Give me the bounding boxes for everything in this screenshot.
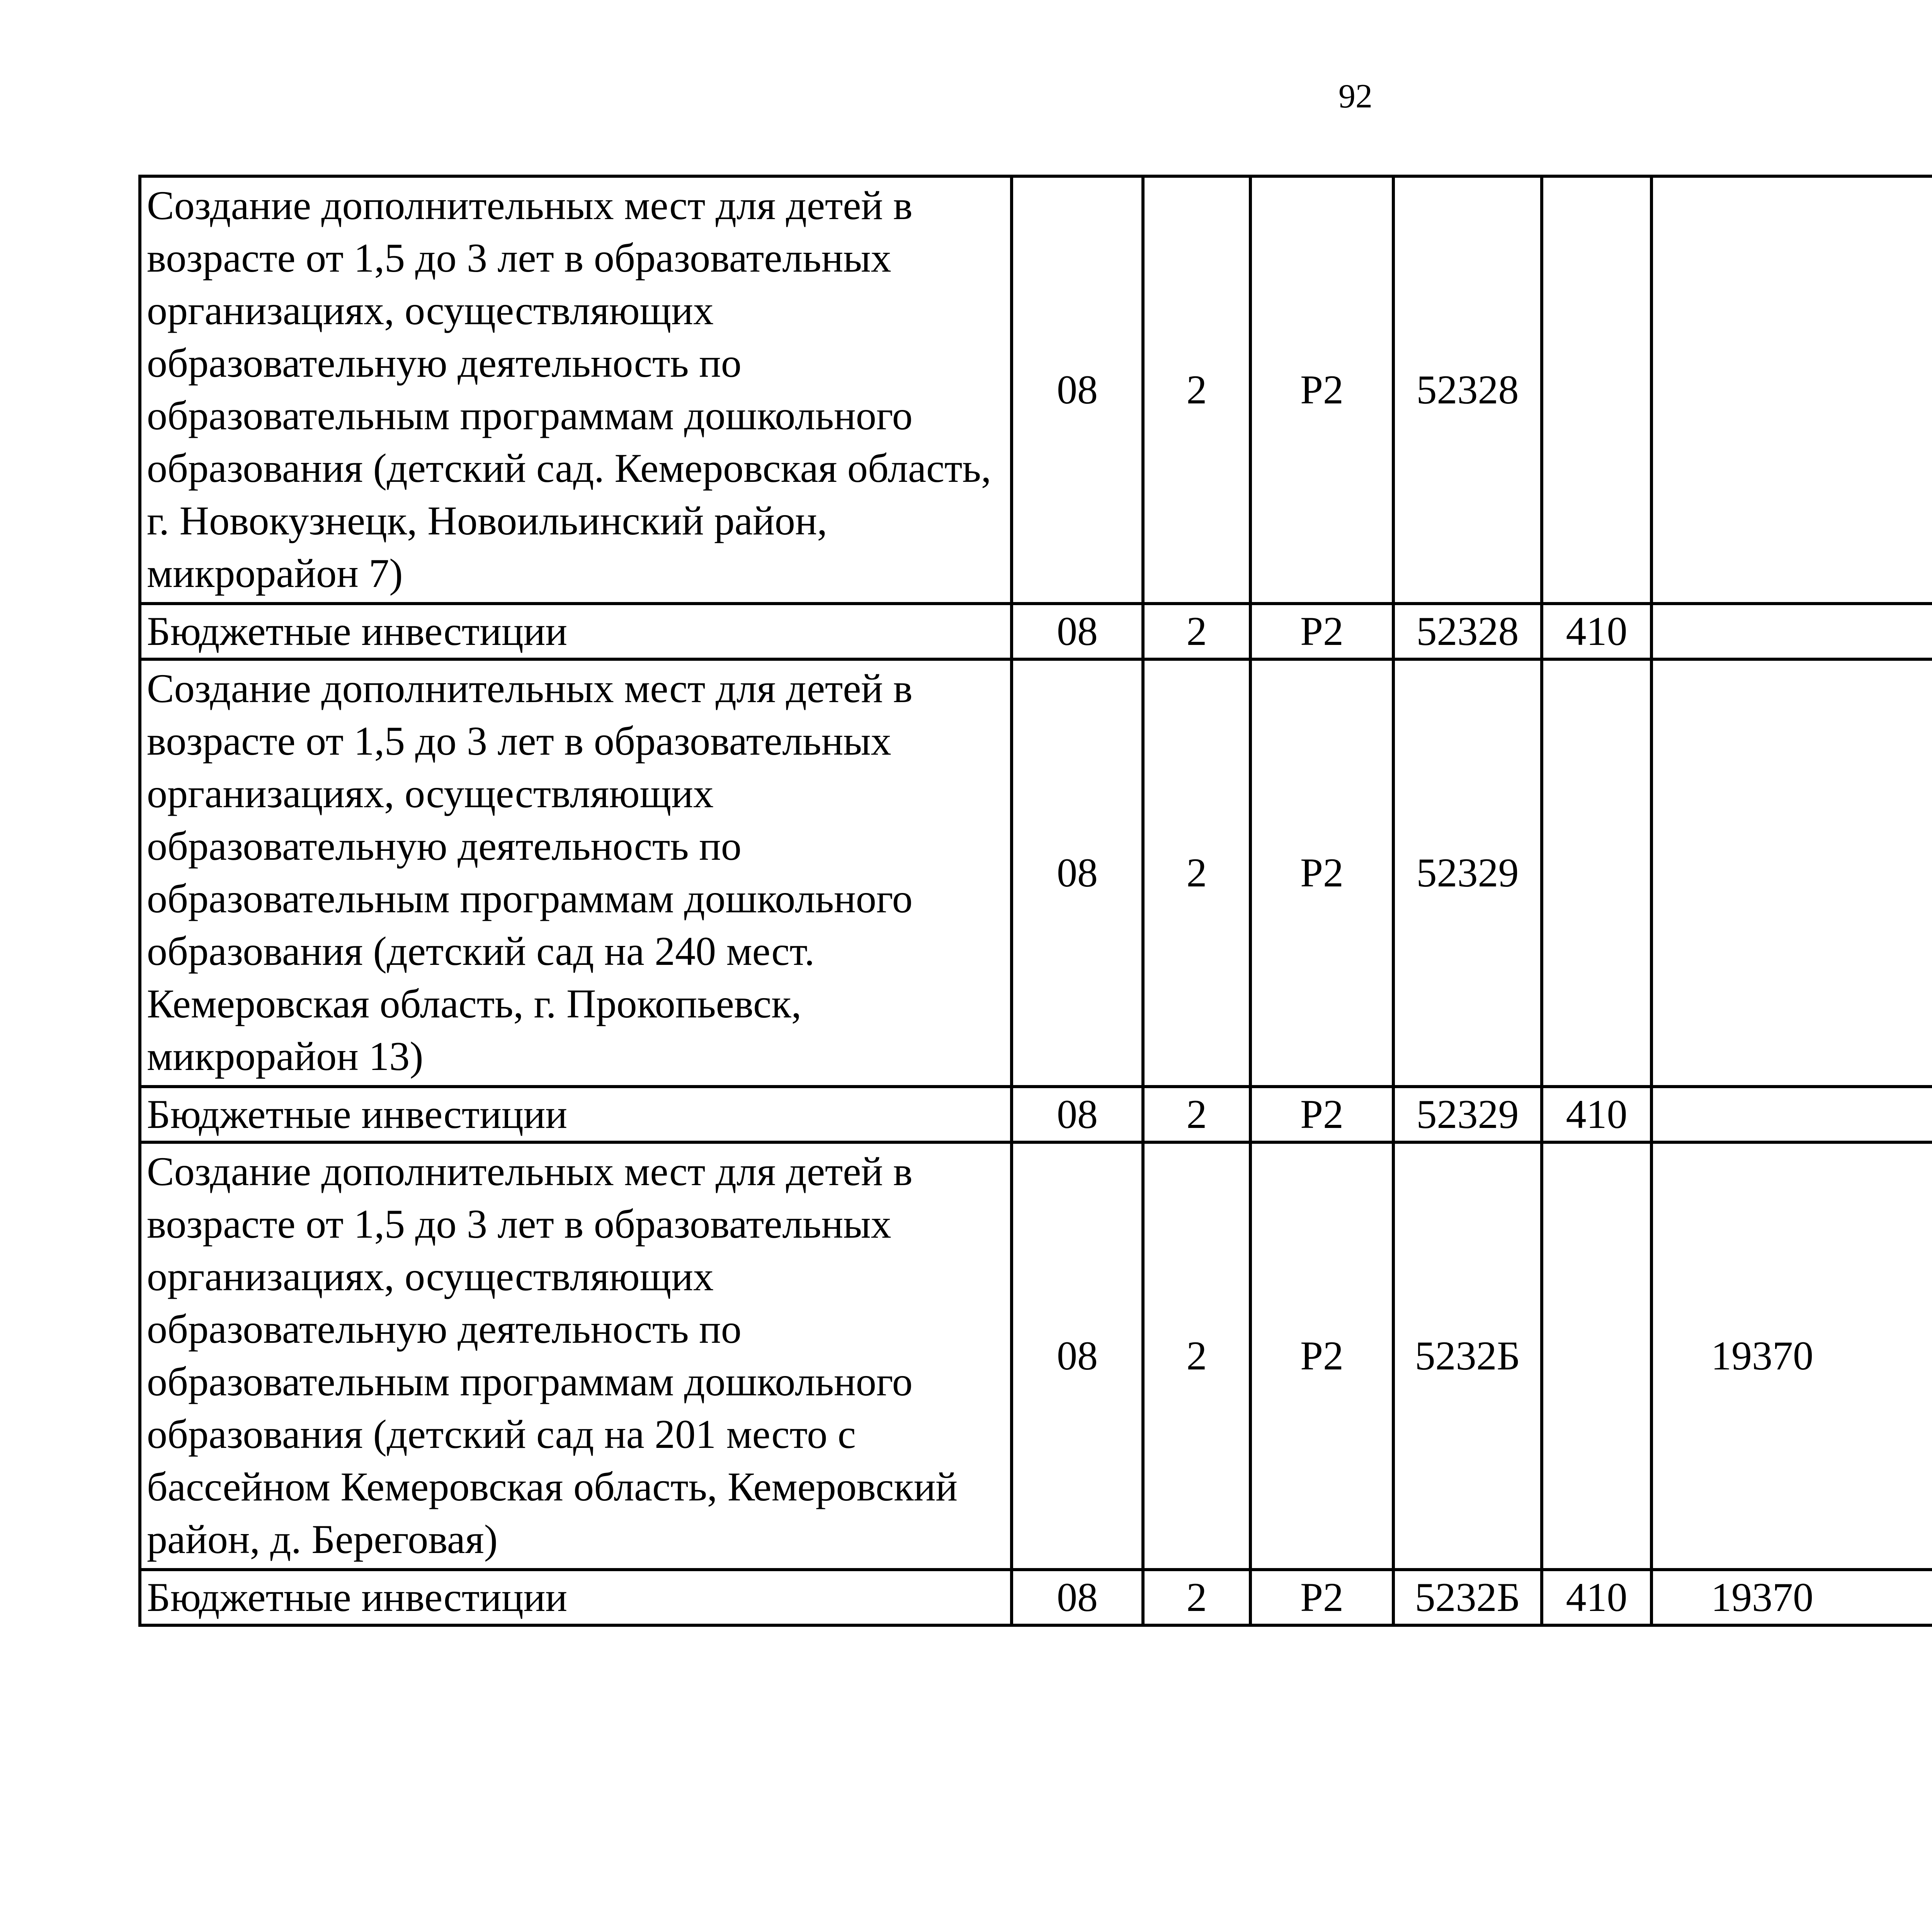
section-code: 08 (1012, 1570, 1143, 1625)
section-code: 08 (1012, 604, 1143, 659)
direction-code: 52329 (1393, 659, 1542, 1087)
amount-col-1 (1651, 604, 1932, 659)
table-row (140, 176, 1932, 604)
expense-type-code: 410 (1542, 1087, 1651, 1142)
row-name: Создание дополнительных мест для детей в возрасте от 1,5 до 3 лет в образовательных организациях, осуществляющих образовательную деятельность по образовательным программам дошкольного образования (детский сад на 240 мест. Кемеровская область, г. Прокопьевск, микрорайон 13) (140, 659, 1012, 1087)
table-row (140, 1142, 1932, 1570)
page-number: 92 (1338, 78, 1372, 115)
program-code: Р2 (1250, 1570, 1393, 1625)
subsection-code: 2 (1143, 659, 1250, 1087)
direction-code: 52328 (1393, 604, 1542, 659)
row-name: Бюджетные инвестиции (140, 1570, 1012, 1625)
program-code: Р2 (1250, 659, 1393, 1087)
expense-type-code (1542, 1142, 1651, 1570)
program-code: Р2 (1250, 1142, 1393, 1570)
direction-code: 5232Б (1393, 1570, 1542, 1625)
direction-code: 52329 (1393, 1087, 1542, 1142)
budget-table (138, 175, 1932, 1627)
direction-code: 52328 (1393, 176, 1542, 604)
table-row (140, 604, 1932, 659)
table-row (140, 659, 1932, 1087)
program-code: Р2 (1250, 1087, 1393, 1142)
amount-col-1 (1651, 176, 1932, 604)
subsection-code: 2 (1143, 1142, 1250, 1570)
expense-type-code: 410 (1542, 604, 1651, 659)
row-name: Создание дополнительных мест для детей в возрасте от 1,5 до 3 лет в образовательных организациях, осуществляющих образовательную деятельность по образовательным программам дошкольного образования (детский сад на 201 место с бассейном Кемеровская область, Кемеровский район, д. Береговая) (140, 1142, 1012, 1570)
amount-col-1: 19370 (1651, 1570, 1932, 1625)
section-code: 08 (1012, 176, 1143, 604)
row-name: Бюджетные инвестиции (140, 604, 1012, 659)
expense-type-code (1542, 659, 1651, 1087)
amount-col-1: 19370 (1651, 1142, 1932, 1570)
section-code: 08 (1012, 659, 1143, 1087)
subsection-code: 2 (1143, 604, 1250, 659)
row-name: Создание дополнительных мест для детей в возрасте от 1,5 до 3 лет в образовательных организациях, осуществляющих образовательную деятельность по образовательным программам дошкольного образования (детский сад. Кемеровская область, г. Новокузнецк, Новоильинский район, микрорайон 7) (140, 176, 1012, 604)
table-row (140, 1570, 1932, 1625)
amount-col-1 (1651, 1087, 1932, 1142)
section-code: 08 (1012, 1142, 1143, 1570)
expense-type-code: 410 (1542, 1570, 1651, 1625)
direction-code: 5232Б (1393, 1142, 1542, 1570)
subsection-code: 2 (1143, 176, 1250, 604)
program-code: Р2 (1250, 176, 1393, 604)
subsection-code: 2 (1143, 1570, 1250, 1625)
expense-type-code (1542, 176, 1651, 604)
row-name: Бюджетные инвестиции (140, 1087, 1012, 1142)
program-code: Р2 (1250, 604, 1393, 659)
table-row (140, 1087, 1932, 1142)
amount-col-1 (1651, 659, 1932, 1087)
subsection-code: 2 (1143, 1087, 1250, 1142)
section-code: 08 (1012, 1087, 1143, 1142)
